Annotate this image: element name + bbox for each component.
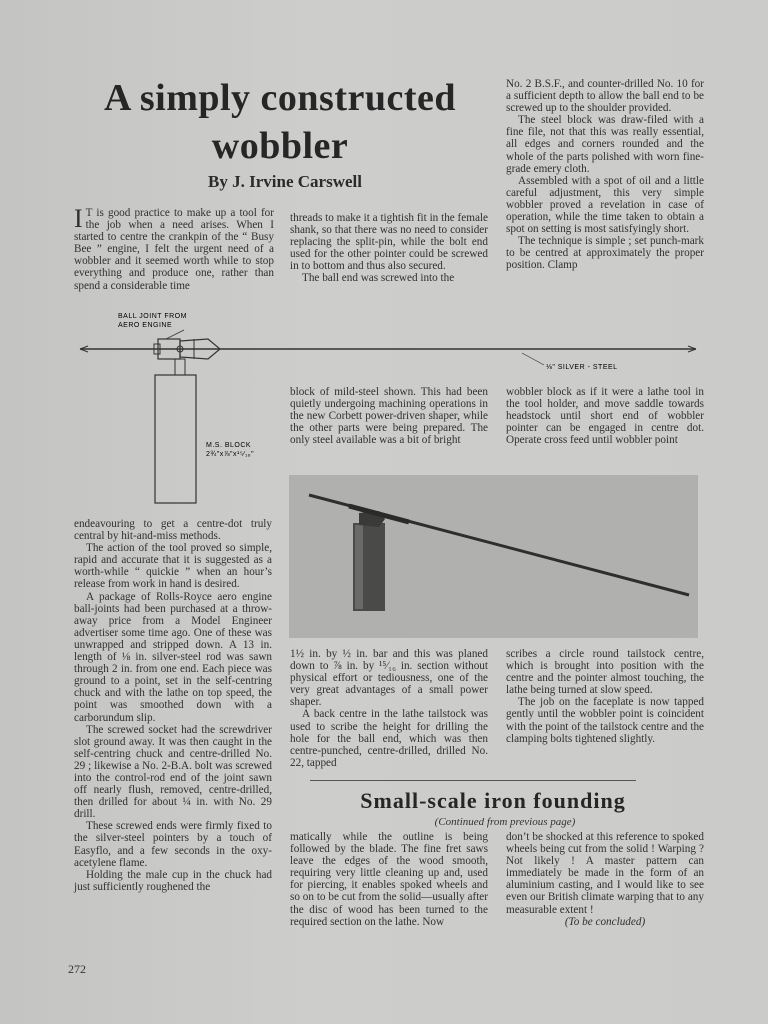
- next-col3: don’t be shocked at this reference to spoked wheels being cut from the solid ! Warping ? Not likely ! A master pattern can immediately be made in the form of an aluminium casting, and I would like to see even our British climate warping that to any measurable extent ! (To be concluded): [506, 831, 704, 928]
- label-ball-joint-1: BALL JOINT FROM: [118, 313, 187, 320]
- label-ball-joint-2: AERO ENGINE: [118, 322, 173, 329]
- drop-cap: I: [74, 204, 83, 233]
- article-title: [70, 74, 490, 170]
- col2-mid: block of mild-steel shown. This had been quietly undergoing machining operations in the new Corbett power-driven shaper, while the other parts were being prepared. The only steel available was a bit of bright: [290, 386, 488, 447]
- col1-intro: I T is good practice to make up a tool for the job when a need arises. When I started to centre the crankpin of the “ Busy Bee ” engine, I felt the urgent need of a wobbler and it seemed worth while to stop everything and produce one, rather than spend a considerable time: [74, 204, 274, 292]
- label-rod: ⅛" SILVER - STEEL: [546, 364, 618, 371]
- label-block-2: 2¾"x⅞"x¹⁵⁄₁₆": [206, 451, 255, 458]
- section-divider: [310, 780, 636, 781]
- col2-top: threads to make it a tightish fit in the female shank, so that there was no need to consider replacing the split-pin, while the bolt end used for the other pointer could be screwed in to bottom and thus also secured. The ball end was screwed into the: [290, 212, 488, 285]
- next-col2: matically while the outline is being followed by the blade. The fine fret saws leave the edges of the wood smooth, requiring very little cleaning up and, used for piercing, it enables spoked wheels and so on to be cut from the solid—usually after the disc of wood has been turned to the required section on the lathe. Now: [290, 831, 488, 928]
- title-line-1: A simply constructed: [104, 77, 456, 119]
- col1-lower: endeavouring to get a centre-dot truly central by hit-and-miss methods. The action of the tool proved so simple, rapid and accurate that it is suggested as a worth-while “ quickie ” when an hour’s release from work in hand is desired. A package of Rolls-Royce aero engine ball-joints had been purchased at a throw-away price from a Model Engineer advertiser some time ago. One of these was unwrapped and stripped down. A 13 in. length of ⅛ in. silver-steel rod was sawn through 2 in. from one end. Each piece was ground to a point, set in the self-centring chuck and with the lathe on top speed, the point was smoothed down with a carborundum slip. The screwed socket had the screwdriver slot ground away. It was then caught in the self-centring chuck and centre-drilled No. 29 ; likewise a No. 2-B.A. bolt was screwed into the control-rod end of the joint sawn off nearly flush, removed, centre-drilled, then drilled for about ¼ in. with No. 29 drill. These screwed ends were firmly fixed to the silver-steel pointers by a touch of Easyflo, and a few seconds in the oxy-acetylene flame. Holding the male cup in the chuck had just sufficiently roughened the: [74, 518, 272, 893]
- label-block-1: M.S. BLOCK: [206, 442, 252, 449]
- wobbler-photo-image: [289, 475, 698, 638]
- continued-note: (Continued from previous page): [434, 816, 576, 828]
- wobbler-photo: [289, 475, 698, 638]
- byline: By J. Irvine Carswell: [208, 172, 362, 191]
- col2-lower: 1½ in. by ½ in. bar and this was planed down to ⅞ in. by ¹⁵⁄₁₆ in. section without physical effort or tediousness, one of the very great advantages of a small power shaper. A back centre in the lathe tailstock was used to scribe the height for drilling the hole for the ball end, which was then centre-punched, centre-drilled, drilled No. 22, tapped: [290, 648, 488, 769]
- page-number: 272: [68, 962, 86, 976]
- end-note: (To be concluded): [564, 915, 646, 928]
- ball-joint: [154, 339, 220, 375]
- ms-block: [155, 375, 196, 503]
- next-article-title: Small-scale iron founding: [360, 788, 626, 813]
- title-line-2: wobbler: [211, 125, 349, 167]
- col3-mid: wobbler block as if it were a lathe tool in the tool holder, and move saddle towards headstock until short end of wobbler pointer can be engaged in centre dot. Operate cross feed until wobbler point: [506, 386, 704, 447]
- col3-top: No. 2 B.S.F., and counter-drilled No. 10 for a sufficient depth to allow the ball end to be screwed up to the shoulder provided. The steel block was draw-filed with a fine file, not that this was really essential, all edges and corners rounded and the whole of the parts polished with worn fine-grade emery cloth. Assembled with a spot of oil and a little careful adjustment, this very simple wobbler proved a revelation in case of operation, while the time taken to obtain a spot on setting is most satisfyingly short. The technique is simple ; set punch-mark to be centred at approximately the proper position. Clamp: [506, 78, 704, 272]
- col3-lower: scribes a circle round tailstock centre, which is brought into position with the centre and the pointer almost touching, the lathe being turned at slow speed. The job on the faceplate is now tapped gently until the wobbler point is coincident with the point of the tailstock centre and the clamping bolts tightened slightly.: [506, 648, 704, 745]
